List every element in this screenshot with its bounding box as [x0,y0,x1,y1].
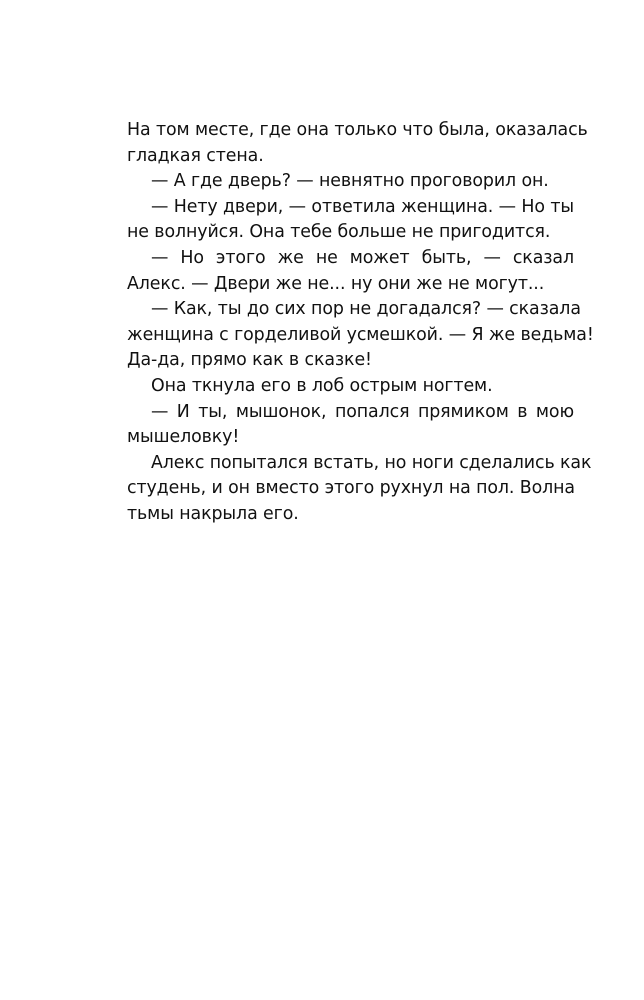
text-line: студень, и он вместо этого рухнул на пол. Волна [127,478,575,499]
text-line: — Но этого же не может быть, — сказал [151,247,574,268]
text-line: — Как, ты до сих пор не догадался? — сказала [151,299,581,320]
text-line: Она ткнула его в лоб острым ногтем. [151,375,493,396]
text-line: Алекс. — Двери же не... ну они же не могут... [127,273,545,294]
text-line: гладкая стена. [127,145,264,166]
text-line: — А где дверь? — невнятно проговорил он. [151,171,549,192]
text-line: мышеловку! [127,427,240,448]
text-line: Алекс попытался встать, но ноги сделались как [151,452,592,473]
text-line: Да-да, прямо как в сказке! [127,350,372,371]
text-line: — Нету двери, — ответила женщина. — Но ты [151,196,574,217]
text-line: не волнуйся. Она тебе больше не пригодится. [127,222,551,243]
text-line: На том месте, где она только что была, оказалась [127,120,588,140]
text-line: тьмы накрыла его. [127,503,299,524]
text-line: — И ты, мышонок, попался прямиком в мою [151,401,574,422]
body-text [127,118,594,528]
text-line: женщина с горделивой усмешкой. — Я же ведьма! [127,324,594,345]
